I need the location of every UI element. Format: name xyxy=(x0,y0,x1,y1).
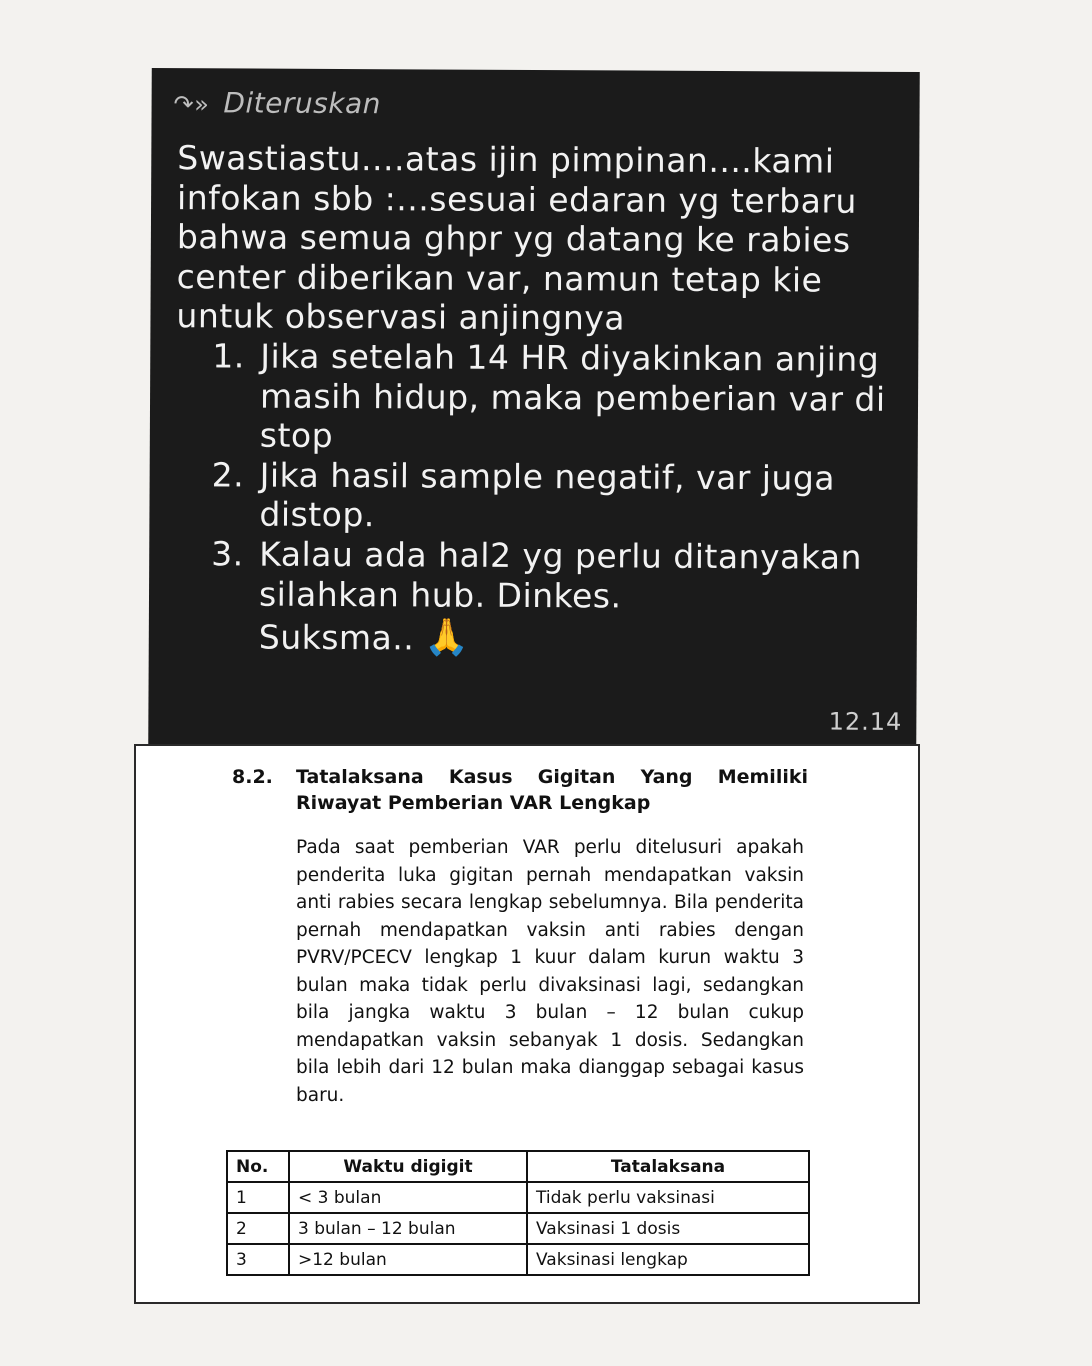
table-cell: Vaksinasi lengkap xyxy=(527,1244,809,1275)
message-timestamp: 12.14 xyxy=(828,707,903,736)
table-row xyxy=(227,1244,809,1275)
section-number: 8.2. xyxy=(232,766,273,788)
list-item: 2. Jika hasil sample negatif, var juga distop. xyxy=(211,455,836,535)
message-list xyxy=(175,336,906,617)
forward-arrow-icon: ↷» xyxy=(173,90,210,119)
table-row xyxy=(227,1182,809,1213)
table-header-cell: Tatalaksana xyxy=(527,1151,809,1182)
table-cell: 2 xyxy=(227,1213,289,1244)
message-intro: Swastiastu....atas ijin pimpinan....kami infokan sbb :...sesuai edaran yg terbaru bahwa semua ghpr yg datang ke rabies center diberikan var, namun tetap kie untuk observasi anjingnya xyxy=(176,138,857,338)
table-cell: 1 xyxy=(227,1182,289,1213)
table-header-cell: Waktu digigit xyxy=(289,1151,527,1182)
section-title: Tatalaksana Kasus Gigitan Yang Memiliki Riwayat Pemberian VAR Lengkap xyxy=(296,766,808,814)
table-header-cell: No. xyxy=(227,1151,289,1182)
forwarded-label: Diteruskan xyxy=(223,86,381,121)
list-item: 3. Kalau ada hal2 yg perlu ditanyakan silahkan hub. Dinkes. xyxy=(211,534,863,615)
table-cell: Vaksinasi 1 dosis xyxy=(527,1213,809,1244)
table-cell: 3 xyxy=(227,1244,289,1275)
table-row xyxy=(227,1213,809,1244)
chat-message-bubble xyxy=(148,68,920,750)
table-cell: >12 bulan xyxy=(289,1244,527,1275)
praying-hands-icon: 🙏 xyxy=(424,617,470,659)
message-closing: Suksma.. 🙏 xyxy=(258,617,470,659)
section-heading xyxy=(232,764,808,816)
section-paragraph: Pada saat pemberian VAR perlu ditelusuri apakah penderita luka gigitan pernah mendapatkan vaksin anti rabies secara lengkap sebelumnya. Bila penderita pernah mendapatkan vaksin anti rabies dengan PVRV/PCECV lengkap 1 kuur dalam kurun waktu 3 bulan maka tidak perlu divaksinasi lagi, sedangkan bila jangka waktu 3 bulan – 12 bulan cukup mendapatkan vaksin sebanyak 1 dosis. Sedangkan bila lebih dari 12 bulan maka dianggap sebagai kasus baru. xyxy=(296,837,804,1106)
table-cell: < 3 bulan xyxy=(289,1182,527,1213)
forwarded-header xyxy=(174,86,381,120)
document-excerpt xyxy=(134,744,920,1304)
table-cell: 3 bulan – 12 bulan xyxy=(289,1213,527,1244)
table-header-row xyxy=(227,1151,809,1182)
message-body xyxy=(175,138,908,661)
list-item: 1. Jika setelah 14 HR diyakinkan anjing masih hidup, maka pemberian var di stop xyxy=(212,336,886,456)
table-cell: Tidak perlu vaksinasi xyxy=(527,1182,809,1213)
management-table xyxy=(226,1150,810,1276)
